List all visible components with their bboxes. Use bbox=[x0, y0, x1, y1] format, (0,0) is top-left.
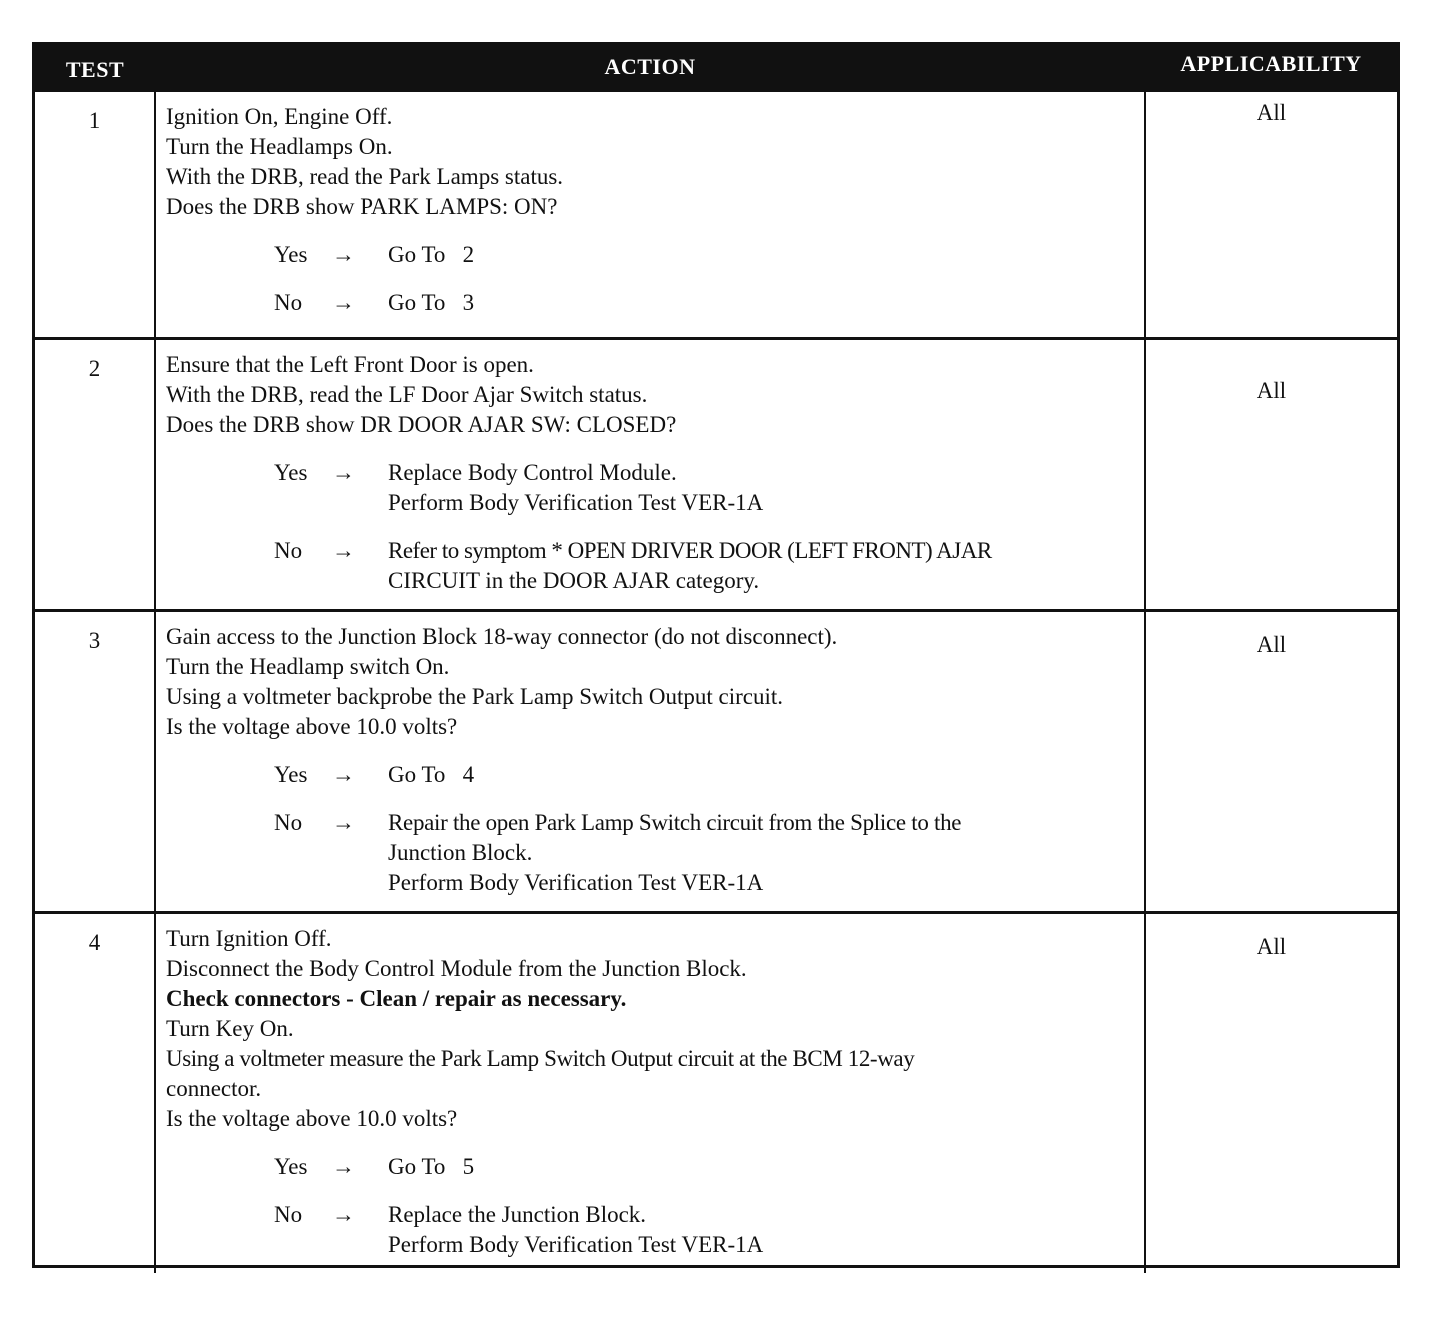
branch-list bbox=[166, 1152, 1144, 1260]
branch-list bbox=[166, 458, 1144, 596]
arrow-icon: → bbox=[332, 1154, 355, 1179]
yes-result bbox=[388, 458, 1144, 518]
result-line: Refer to symptom * OPEN DRIVER DOOR (LEFT FRONT) AJAR bbox=[388, 538, 992, 563]
yes-result bbox=[388, 760, 1144, 790]
test-number: 3 bbox=[35, 611, 155, 913]
applicability-cell: All bbox=[1145, 913, 1397, 1273]
no-label: No bbox=[274, 1202, 303, 1227]
result-line: Go To 4 bbox=[388, 762, 475, 787]
yes-branch bbox=[166, 760, 1144, 790]
branch-list bbox=[166, 760, 1144, 898]
arrow-icon: → bbox=[332, 810, 355, 835]
result-line: Replace the Junction Block. bbox=[388, 1202, 647, 1227]
action-cell bbox=[155, 91, 1145, 339]
yes-branch bbox=[166, 458, 1144, 518]
action-step: Ignition On, Engine Off. bbox=[166, 104, 393, 129]
test-number: 4 bbox=[35, 913, 155, 1273]
no-result bbox=[388, 288, 1144, 318]
yes-result bbox=[388, 1152, 1144, 1182]
arrow-icon: → bbox=[332, 290, 355, 315]
yes-result bbox=[388, 240, 1144, 270]
header-applicability: APPLICABILITY bbox=[1145, 45, 1397, 91]
result-line: CIRCUIT in the DOOR AJAR category. bbox=[388, 568, 760, 593]
yes-label: Yes bbox=[274, 1154, 308, 1179]
action-step: Is the voltage above 10.0 volts? bbox=[166, 1106, 458, 1131]
yes-label: Yes bbox=[274, 460, 308, 485]
action-step: Turn the Headlamp switch On. bbox=[166, 654, 450, 679]
applicability-cell: All bbox=[1145, 91, 1397, 339]
applicability-cell: All bbox=[1145, 339, 1397, 611]
action-step: connector. bbox=[166, 1076, 262, 1101]
table-row bbox=[35, 611, 1397, 913]
yes-label: Yes bbox=[274, 242, 308, 267]
header-test: TEST bbox=[35, 45, 155, 91]
no-label: No bbox=[274, 290, 303, 315]
result-line: Perform Body Verification Test VER-1A bbox=[388, 870, 764, 895]
action-cell bbox=[155, 339, 1145, 611]
action-step: Using a voltmeter measure the Park Lamp Switch Output circuit at the BCM 12-way bbox=[166, 1046, 915, 1071]
no-result bbox=[388, 536, 1144, 596]
action-step: Turn Key On. bbox=[166, 1016, 294, 1041]
arrow-icon: → bbox=[332, 538, 355, 563]
result-line: Junction Block. bbox=[388, 840, 533, 865]
no-result bbox=[388, 1200, 1144, 1260]
no-branch bbox=[166, 808, 1144, 898]
test-table bbox=[35, 45, 1397, 1273]
table-row bbox=[35, 91, 1397, 339]
arrow-icon: → bbox=[332, 242, 355, 267]
action-step: Turn Ignition Off. bbox=[166, 926, 332, 951]
no-branch bbox=[166, 536, 1144, 596]
yes-label: Yes bbox=[274, 762, 308, 787]
applicability-cell: All bbox=[1145, 611, 1397, 913]
no-label: No bbox=[274, 538, 303, 563]
no-result bbox=[388, 808, 1144, 898]
action-cell bbox=[155, 611, 1145, 913]
table-row bbox=[35, 339, 1397, 611]
result-line: Replace Body Control Module. bbox=[388, 460, 677, 485]
action-step: Gain access to the Junction Block 18-way connector (do not disconnect). bbox=[166, 624, 838, 649]
action-step-bold: Check connectors - Clean / repair as necessary. bbox=[166, 986, 627, 1011]
action-step: Does the DRB show PARK LAMPS: ON? bbox=[166, 194, 558, 219]
header-row bbox=[35, 45, 1397, 91]
action-step: Using a voltmeter backprobe the Park Lamp Switch Output circuit. bbox=[166, 684, 784, 709]
header-action: ACTION bbox=[155, 45, 1145, 91]
action-step: Disconnect the Body Control Module from the Junction Block. bbox=[166, 956, 747, 981]
action-step: Is the voltage above 10.0 volts? bbox=[166, 714, 458, 739]
action-step: Turn the Headlamps On. bbox=[166, 134, 393, 159]
arrow-icon: → bbox=[332, 460, 355, 485]
diagnostic-test-table bbox=[32, 42, 1400, 1268]
result-line: Go To 2 bbox=[388, 242, 475, 267]
result-line: Repair the open Park Lamp Switch circuit from the Splice to the bbox=[388, 810, 962, 835]
yes-branch bbox=[166, 240, 1144, 270]
branch-list bbox=[166, 240, 1144, 318]
action-step: With the DRB, read the Park Lamps status. bbox=[166, 164, 564, 189]
no-branch bbox=[166, 1200, 1144, 1260]
arrow-icon: → bbox=[332, 762, 355, 787]
arrow-icon: → bbox=[332, 1202, 355, 1227]
test-number: 1 bbox=[35, 91, 155, 339]
no-branch bbox=[166, 288, 1144, 318]
yes-branch bbox=[166, 1152, 1144, 1182]
action-step: Ensure that the Left Front Door is open. bbox=[166, 352, 534, 377]
result-line: Go To 5 bbox=[388, 1154, 475, 1179]
no-label: No bbox=[274, 810, 303, 835]
result-line: Go To 3 bbox=[388, 290, 475, 315]
test-number: 2 bbox=[35, 339, 155, 611]
table-header bbox=[35, 45, 1397, 91]
action-cell bbox=[155, 913, 1145, 1273]
result-line: Perform Body Verification Test VER-1A bbox=[388, 1232, 764, 1257]
table-row bbox=[35, 913, 1397, 1273]
action-step: Does the DRB show DR DOOR AJAR SW: CLOSED? bbox=[166, 412, 677, 437]
result-line: Perform Body Verification Test VER-1A bbox=[388, 490, 764, 515]
action-step: With the DRB, read the LF Door Ajar Switch status. bbox=[166, 382, 648, 407]
